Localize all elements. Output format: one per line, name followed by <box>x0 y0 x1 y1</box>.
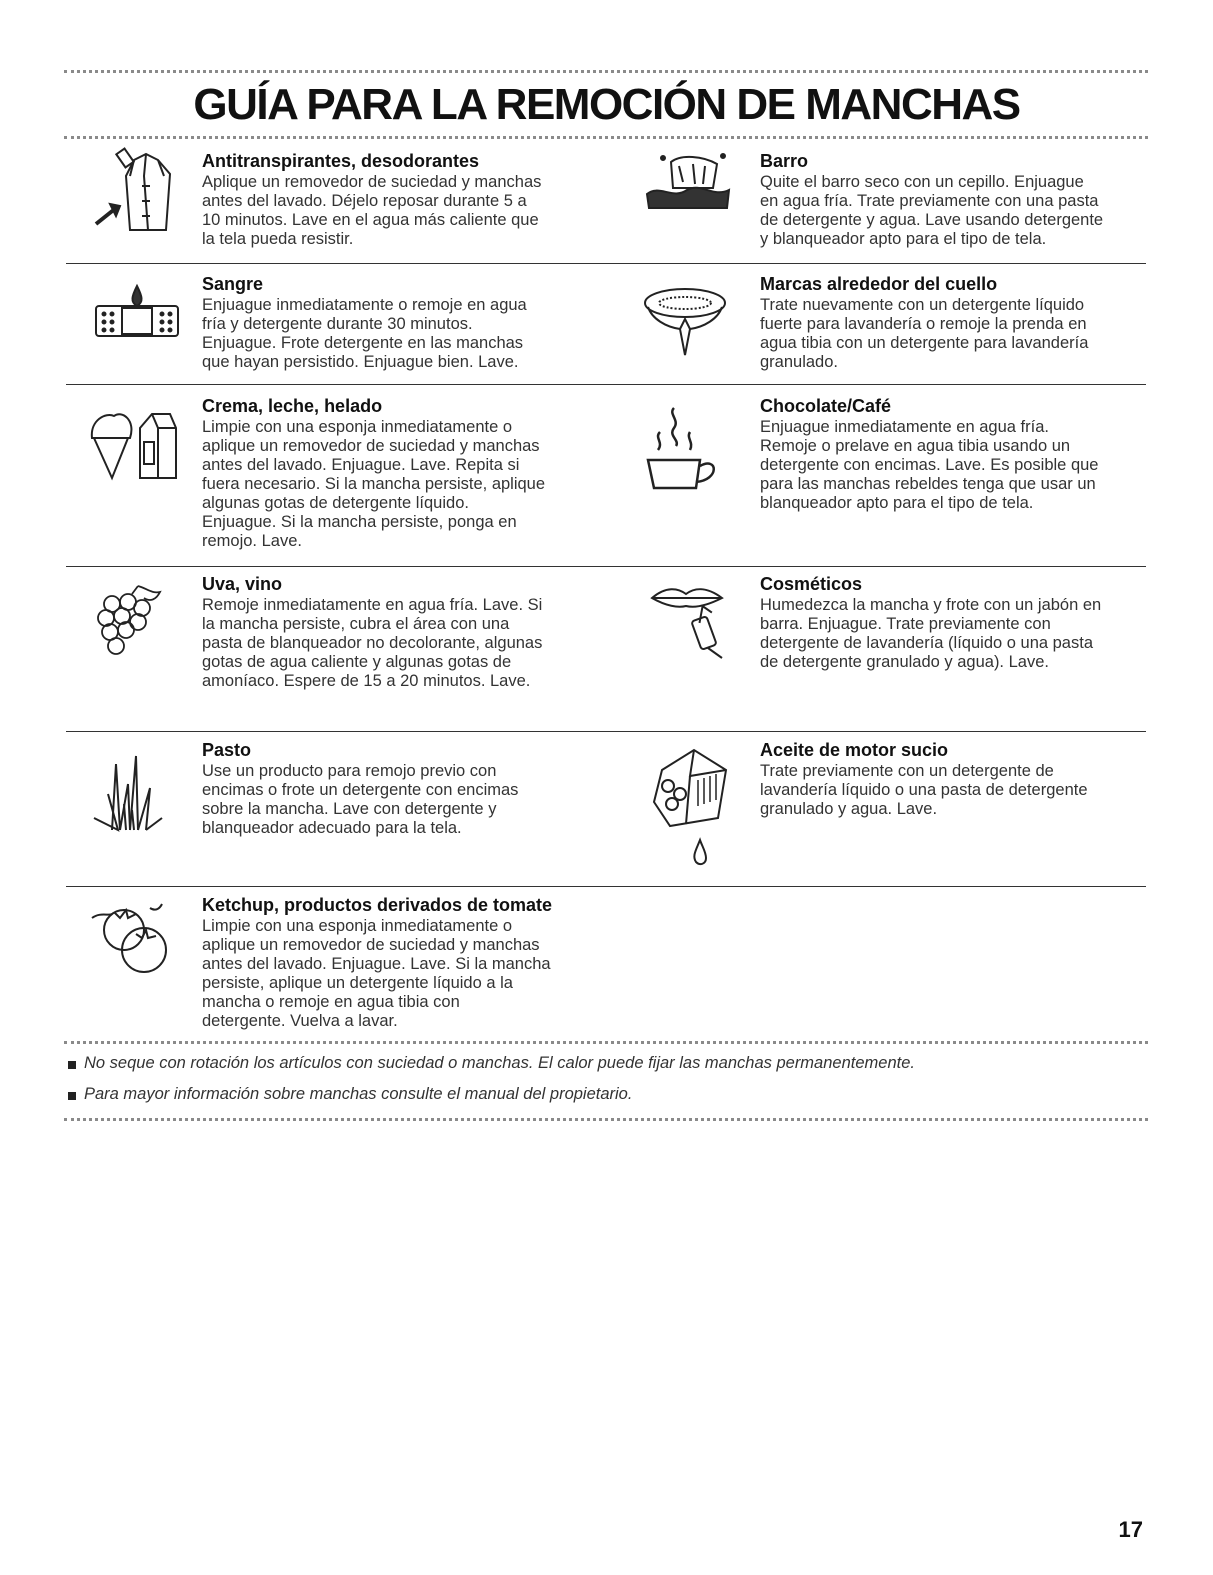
stain-heading: Pasto <box>202 740 252 760</box>
stain-entry-cosmeticos <box>760 574 1160 672</box>
stain-entry-cuello <box>760 274 1160 372</box>
stain-entry-chocolate <box>760 396 1160 513</box>
stain-heading: Antitranspirantes, desodorantes <box>202 151 480 171</box>
row-divider <box>66 384 1146 385</box>
stain-heading: Barro <box>760 151 809 171</box>
stain-heading: Cosméticos <box>760 574 863 594</box>
notes-top-dotted-rule <box>64 1041 1148 1044</box>
shirt-spray-icon <box>86 146 182 246</box>
stain-entry-uva <box>202 574 602 691</box>
bandage-icon <box>92 282 182 344</box>
note-more-info: Para mayor información sobre manchas consulte el manual del propietario. <box>84 1085 633 1103</box>
bullet-square-icon <box>68 1092 76 1100</box>
engine-oil-drop-icon <box>646 746 730 872</box>
stain-body: Enjuague inmediatamente en agua fría. Remoje o prelave en agua tibia usando un detergente con encimas. Lave. Es posible que para las manchas rebeldes tenga que usar un blanqueador apto para el tipo de tela. <box>760 418 1099 512</box>
stain-body: Remoje inmediatamente en agua fría. Lave. Si la mancha persiste, cubra el área con una pasta de blanqueador no decolorante, algunas gotas de agua caliente y algunas gotas de amoníaco. Espere de 15 a 20 minutos. Lave. <box>202 596 543 690</box>
tomatoes-icon <box>90 902 176 976</box>
lips-lipstick-icon <box>650 584 730 664</box>
stain-entry-antitranspirantes <box>202 151 602 249</box>
stain-body: Enjuague inmediatamente o remoje en agua fría y detergente durante 30 minutos. Enjuague. Frote detergente en las manchas que hayan persistido. Enjuague bien. Lave. <box>202 296 527 371</box>
stain-heading: Crema, leche, helado <box>202 396 383 416</box>
mud-splash-icon <box>643 148 733 218</box>
row-divider <box>66 886 1146 887</box>
stain-entry-ketchup <box>202 895 622 1031</box>
notes-bottom-dotted-rule <box>64 1118 1148 1121</box>
stain-body: Humedezca la mancha y frote con un jabón en barra. Enjuague. Trate previamente con detergente de lavandería (líquido o una pasta de detergente granulado y agua). Lave. <box>760 596 1102 671</box>
stain-entry-pasto <box>202 740 602 838</box>
grapes-icon <box>92 584 168 660</box>
grass-icon <box>88 754 168 834</box>
stain-heading: Sangre <box>202 274 264 294</box>
stain-body: Trate nuevamente con un detergente líquido fuerte para lavandería o remoje la prenda en agua tibia con un detergente para lavandería granulado. <box>760 296 1089 371</box>
stain-heading: Marcas alrededor del cuello <box>760 274 998 294</box>
ice-cream-milk-icon <box>86 406 182 482</box>
stain-entry-barro <box>760 151 1160 249</box>
title-dotted-rule <box>64 136 1148 139</box>
stain-entry-sangre <box>202 274 602 372</box>
stain-body: Quite el barro seco con un cepillo. Enjuague en agua fría. Trate previamente con una pasta de detergente y agua. Lave usando detergente y blanqueador apto para el tipo de tela. <box>760 173 1104 248</box>
stain-body: Limpie con una esponja inmediatamente o aplique un removedor de suciedad y manchas antes del lavado. Enjuague. Lave. Repita si fuera necesario. Si la mancha persiste, aplique algunas gotas de detergente líquido. Enjuague. Si la mancha persiste, ponga en remojo. Lave. <box>202 418 546 550</box>
stain-heading: Ketchup, productos derivados de tomate <box>202 895 553 915</box>
stain-entry-crema <box>202 396 602 551</box>
coffee-cup-icon <box>644 404 720 496</box>
stain-heading: Aceite de motor sucio <box>760 740 949 760</box>
stain-entry-aceite <box>760 740 1160 819</box>
stain-heading: Chocolate/Café <box>760 396 892 416</box>
top-dotted-rule <box>64 70 1148 73</box>
row-divider <box>66 566 1146 567</box>
bullet-square-icon <box>68 1061 76 1069</box>
stain-body: Aplique un removedor de suciedad y manchas antes del lavado. Déjelo reposar durante 5 a 10 minutos. Lave en el agua más caliente que la tela pueda resistir. <box>202 173 542 248</box>
row-divider <box>66 731 1146 732</box>
row-divider <box>66 263 1146 264</box>
page-title: GUÍA PARA LA REMOCIÓN DE MANCHAS <box>193 80 1020 129</box>
collar-icon <box>640 283 730 359</box>
page-number: 17 <box>1118 1517 1143 1542</box>
note-dryer-warning: No seque con rotación los artículos con suciedad o manchas. El calor puede fijar las manchas permanentemente. <box>84 1054 915 1072</box>
stain-heading: Uva, vino <box>202 574 283 594</box>
stain-body: Limpie con una esponja inmediatamente o aplique un removedor de suciedad y manchas antes del lavado. Enjuague. Lave. Si la mancha persiste, aplique un detergente líquido a la mancha o remoje en agua tibia con detergente. Vuelva a lavar. <box>202 917 551 1030</box>
stain-body: Trate previamente con un detergente de lavandería líquido o una pasta de detergente granulado y agua. Lave. <box>760 762 1088 818</box>
stain-body: Use un producto para remojo previo con encimas o frote un detergente con encimas sobre la mancha. Lave con detergente y blanqueador adecuado para la tela. <box>202 762 519 837</box>
